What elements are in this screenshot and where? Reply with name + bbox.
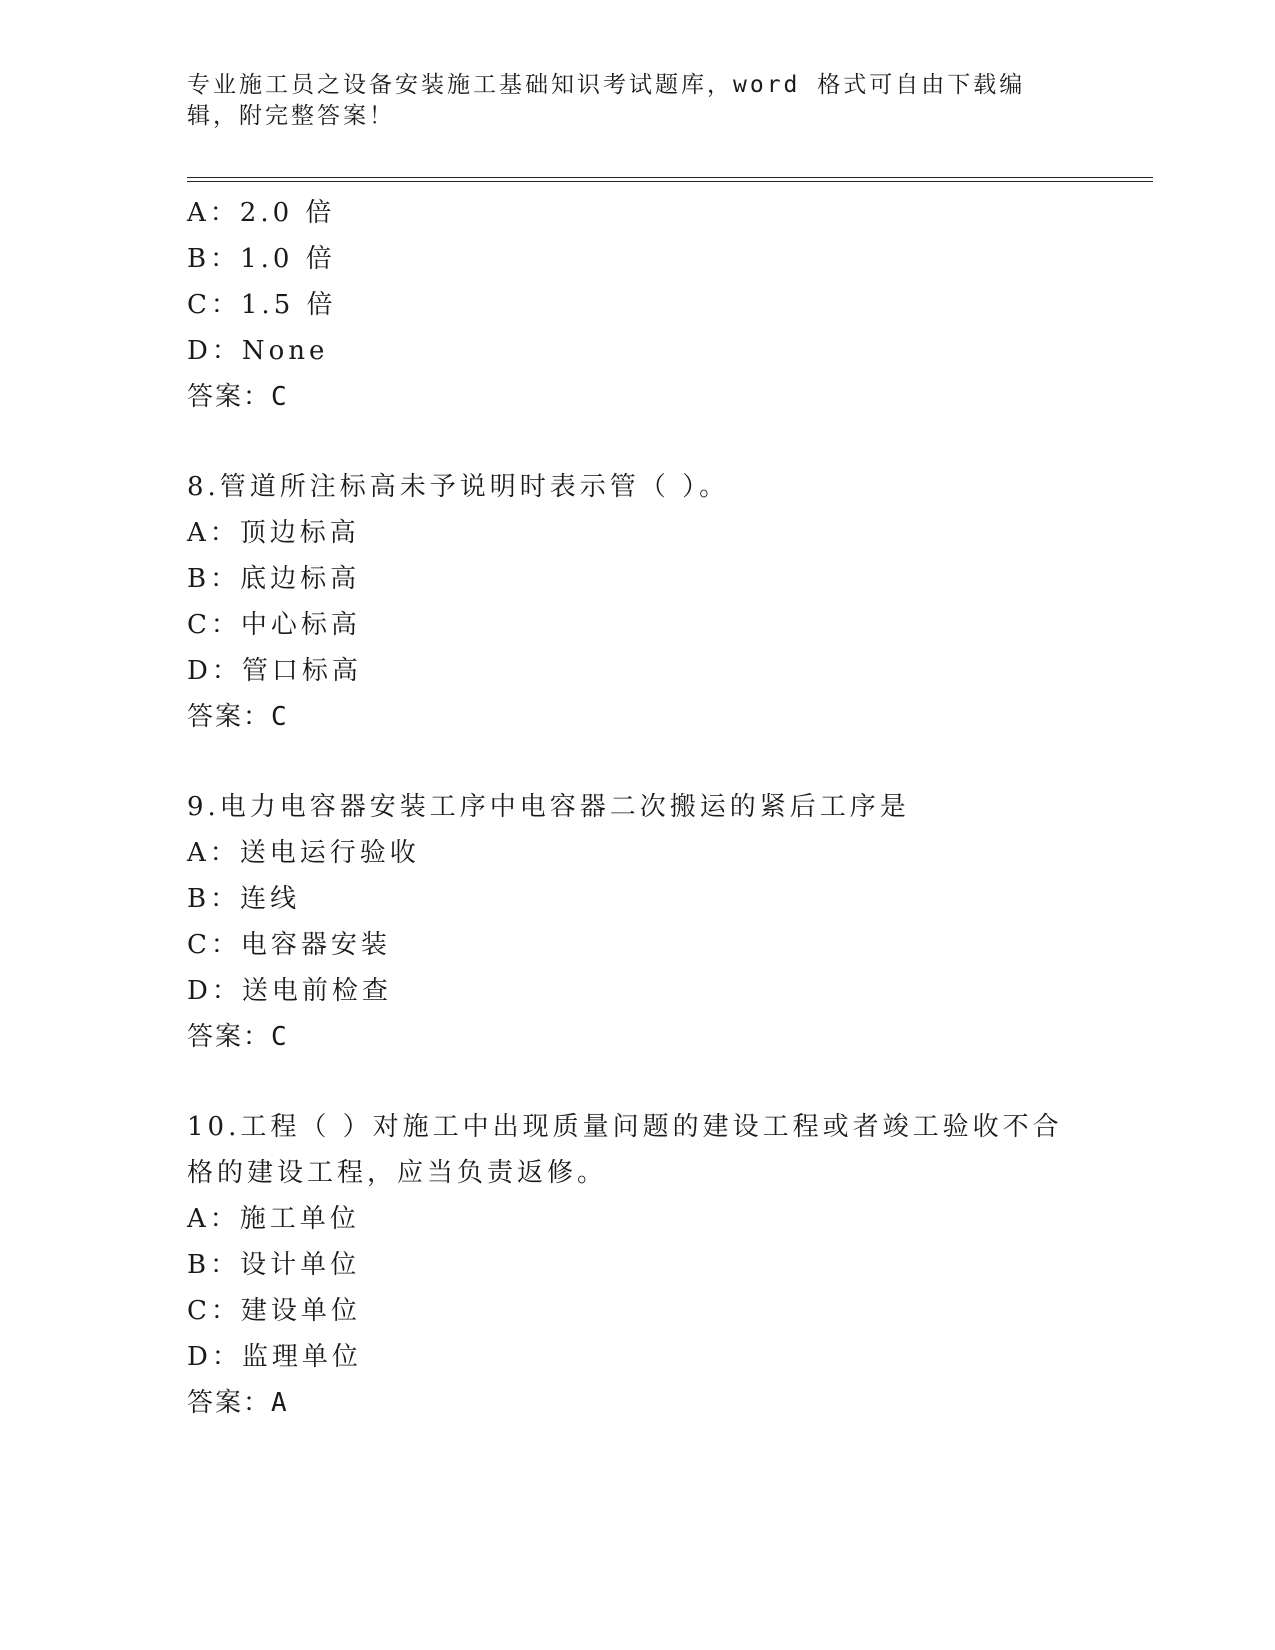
option-c: C：中心标高 <box>187 610 361 640</box>
answer-line: 答案：C <box>187 1022 289 1052</box>
question-block <box>187 1104 1067 1426</box>
option-d: D：管口标高 <box>187 656 362 686</box>
question-text: 10.工程（ ）对施工中出现质量问题的建设工程或者竣工验收不合格的建设工程，应当负责返修。 <box>187 1112 1063 1188</box>
option-c: C：1.5 倍 <box>187 290 337 320</box>
option-d: D：监理单位 <box>187 1342 362 1372</box>
option-a: A：施工单位 <box>187 1204 360 1234</box>
question-block <box>187 190 1067 420</box>
option-a: A：送电运行验收 <box>187 838 420 868</box>
block-spacer <box>187 420 1067 464</box>
question-text: 8.管道所注标高未予说明时表示管（ ）。 <box>187 472 730 502</box>
header-divider-bottom <box>187 181 1153 182</box>
option-b: B：底边标高 <box>187 564 361 594</box>
option-d: D：送电前检查 <box>187 976 392 1006</box>
question-block <box>187 784 1067 1060</box>
question-text: 9.电力电容器安装工序中电容器二次搬运的紧后工序是 <box>187 792 910 822</box>
option-d: D：None <box>187 336 329 366</box>
option-b: B：1.0 倍 <box>187 244 336 274</box>
option-a: A：2.0 倍 <box>187 198 336 228</box>
answer-line: 答案：C <box>187 382 289 412</box>
answer-line: 答案：C <box>187 702 289 732</box>
question-block <box>187 464 1067 740</box>
option-b: B：设计单位 <box>187 1250 361 1280</box>
question-list <box>187 190 1067 1426</box>
block-spacer <box>187 740 1067 784</box>
header-divider-top <box>187 177 1153 178</box>
option-a: A：顶边标高 <box>187 518 360 548</box>
option-b: B：连线 <box>187 884 301 914</box>
answer-line: 答案：A <box>187 1388 289 1418</box>
block-spacer <box>187 1060 1067 1104</box>
page-header: 专业施工员之设备安装施工基础知识考试题库，word 格式可自由下载编辑，附完整答案！ <box>187 72 1026 129</box>
option-c: C：建设单位 <box>187 1296 361 1326</box>
option-c: C：电容器安装 <box>187 930 391 960</box>
